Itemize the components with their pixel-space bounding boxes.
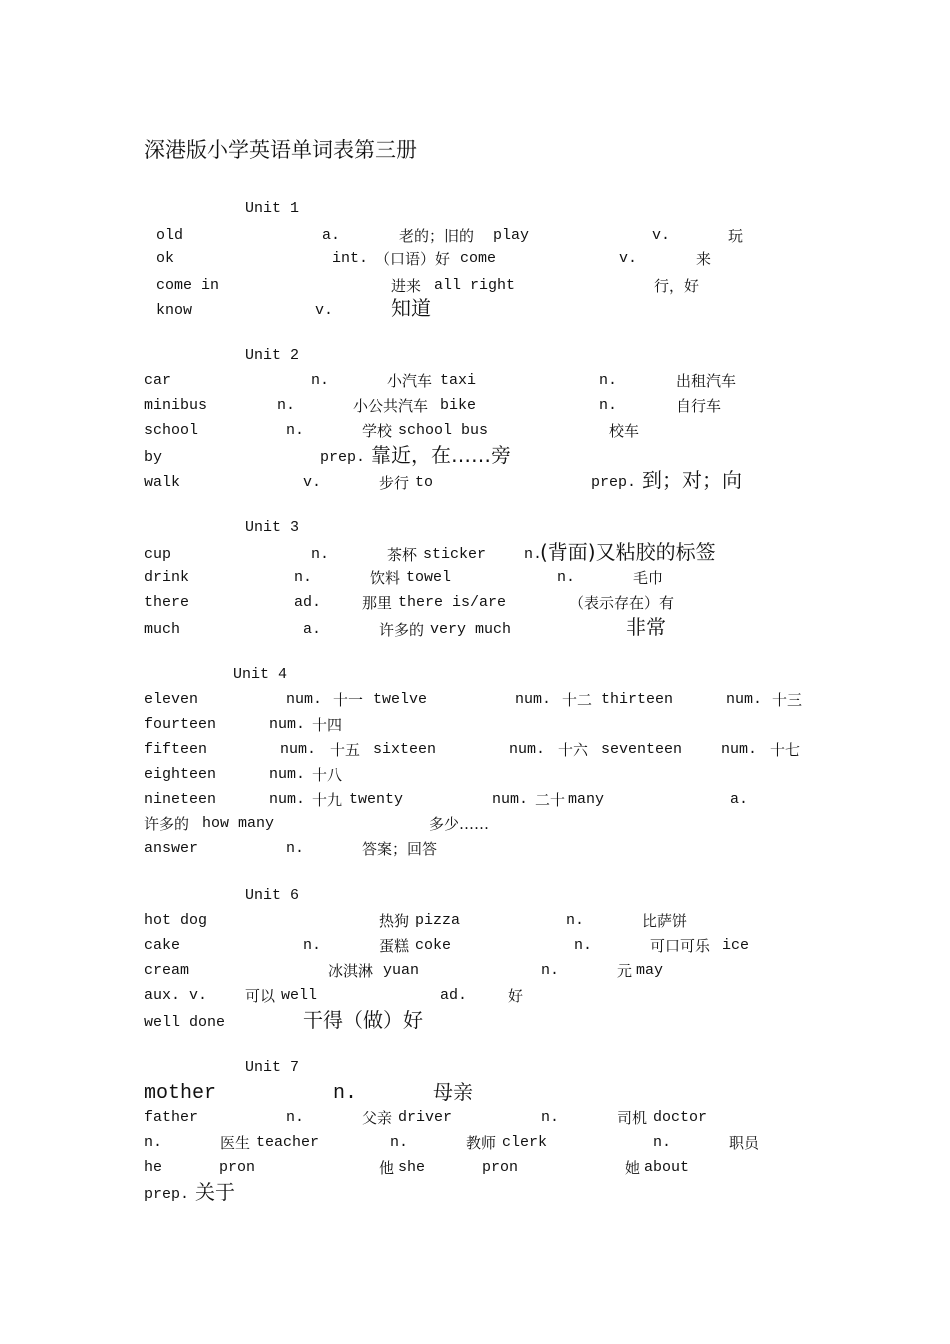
- meaning: 茶杯: [387, 546, 418, 564]
- word: cream: [144, 962, 190, 979]
- word: very much: [430, 621, 512, 638]
- part-of-speech: prep.: [144, 1186, 190, 1203]
- meaning: 非常: [626, 615, 666, 639]
- word: she: [398, 1159, 426, 1176]
- word: well done: [144, 1014, 226, 1031]
- part-of-speech: aux. v.: [144, 987, 208, 1004]
- meaning: 许多的: [379, 621, 425, 639]
- unit-heading: Unit 3: [245, 519, 300, 536]
- meaning: 十六: [558, 741, 589, 759]
- word: sticker: [423, 546, 487, 563]
- meaning: 来: [696, 250, 712, 268]
- meaning: 许多的: [144, 815, 190, 833]
- word: cake: [144, 937, 181, 954]
- part-of-speech: v.: [652, 227, 671, 244]
- word: twenty: [349, 791, 404, 808]
- word: eleven: [144, 691, 199, 708]
- word: there is/are: [398, 594, 507, 611]
- meaning: 十九: [312, 791, 343, 809]
- part-of-speech: n.: [599, 372, 618, 389]
- meaning: 小公共汽车: [353, 397, 429, 415]
- word: seventeen: [601, 741, 683, 758]
- part-of-speech: n.: [566, 912, 585, 929]
- part-of-speech: n.: [333, 1082, 358, 1105]
- word: he: [144, 1159, 163, 1176]
- meaning: 十三: [772, 691, 803, 709]
- word: hot dog: [144, 912, 208, 929]
- meaning: 职员: [729, 1134, 760, 1152]
- meaning: 多少……: [429, 815, 490, 833]
- part-of-speech: n.: [541, 1109, 560, 1126]
- word: fourteen: [144, 716, 217, 733]
- word: old: [156, 227, 184, 244]
- meaning: 自行车: [676, 397, 722, 415]
- part-of-speech: num.: [492, 791, 529, 808]
- word: many: [568, 791, 605, 808]
- meaning: 出租汽车: [676, 372, 737, 390]
- part-of-speech: num.: [280, 741, 317, 758]
- part-of-speech: n.: [277, 397, 296, 414]
- meaning: 教师: [466, 1134, 497, 1152]
- meaning: 她: [625, 1159, 641, 1177]
- word: answer: [144, 840, 199, 857]
- word: may: [636, 962, 664, 979]
- meaning: 知道: [391, 296, 431, 320]
- word: how many: [202, 815, 275, 832]
- meaning: 元: [617, 962, 633, 980]
- meaning: 二十: [535, 791, 566, 809]
- part-of-speech: a.: [322, 227, 341, 244]
- word: teacher: [256, 1134, 320, 1151]
- meaning: 十二: [562, 691, 593, 709]
- meaning: 十八: [312, 766, 343, 784]
- meaning: (背面)又粘胶的标签: [540, 540, 716, 564]
- word: ok: [156, 250, 175, 267]
- part-of-speech: n.: [286, 840, 305, 857]
- meaning: 十四: [312, 716, 343, 734]
- word: there: [144, 594, 190, 611]
- word: doctor: [653, 1109, 708, 1126]
- word: clerk: [502, 1134, 548, 1151]
- part-of-speech: n.: [390, 1134, 409, 1151]
- word: taxi: [440, 372, 477, 389]
- meaning: 可口可乐: [650, 937, 711, 955]
- word: by: [144, 449, 163, 466]
- part-of-speech: n.: [557, 569, 576, 586]
- unit-heading: Unit 1: [245, 200, 300, 217]
- meaning: 答案；回答: [362, 840, 438, 858]
- word: about: [644, 1159, 690, 1176]
- part-of-speech: pron: [219, 1159, 256, 1176]
- meaning: 比萨饼: [642, 912, 688, 930]
- word: drink: [144, 569, 190, 586]
- meaning: 老的；旧的: [399, 227, 475, 245]
- word: father: [144, 1109, 199, 1126]
- unit-heading: Unit 7: [245, 1059, 300, 1076]
- meaning: 可以: [245, 987, 276, 1005]
- meaning: 进来: [391, 277, 422, 295]
- part-of-speech: n.: [286, 1109, 305, 1126]
- word: know: [156, 302, 193, 319]
- meaning: （表示存在）有: [569, 594, 675, 612]
- part-of-speech: n.: [303, 937, 322, 954]
- unit-heading: Unit 6: [245, 887, 300, 904]
- part-of-speech: ad.: [294, 594, 322, 611]
- unit-heading: Unit 4: [233, 666, 288, 683]
- part-of-speech: num.: [509, 741, 546, 758]
- word: coke: [415, 937, 452, 954]
- part-of-speech: n.: [311, 546, 330, 563]
- part-of-speech: n.: [144, 1134, 163, 1151]
- meaning: 学校: [362, 422, 393, 440]
- part-of-speech: num.: [515, 691, 552, 708]
- word: car: [144, 372, 172, 389]
- word: cup: [144, 546, 172, 563]
- meaning: 关于: [195, 1180, 235, 1204]
- part-of-speech: n.: [574, 937, 593, 954]
- part-of-speech: int.: [332, 250, 369, 267]
- word: eighteen: [144, 766, 217, 783]
- part-of-speech: n.: [653, 1134, 672, 1151]
- part-of-speech: n.: [524, 546, 543, 563]
- word: towel: [406, 569, 452, 586]
- part-of-speech: v.: [315, 302, 334, 319]
- part-of-speech: num.: [721, 741, 758, 758]
- part-of-speech: num.: [286, 691, 323, 708]
- word: school bus: [398, 422, 489, 439]
- meaning: 父亲: [362, 1109, 393, 1127]
- part-of-speech: n.: [286, 422, 305, 439]
- word: sixteen: [373, 741, 437, 758]
- word: yuan: [383, 962, 420, 979]
- meaning: 冰淇淋: [328, 962, 374, 980]
- part-of-speech: n.: [541, 962, 560, 979]
- word: pizza: [415, 912, 461, 929]
- unit-heading: Unit 2: [245, 347, 300, 364]
- word: come in: [156, 277, 220, 294]
- word: walk: [144, 474, 181, 491]
- meaning: 好: [508, 987, 524, 1005]
- part-of-speech: num.: [269, 791, 306, 808]
- word: ice: [722, 937, 750, 954]
- meaning: 小汽车: [387, 372, 433, 390]
- word: thirteen: [601, 691, 674, 708]
- meaning: 玩: [728, 227, 744, 245]
- word: come: [460, 250, 497, 267]
- meaning: 十七: [770, 741, 801, 759]
- word: well: [281, 987, 318, 1004]
- part-of-speech: pron: [482, 1159, 519, 1176]
- word: all right: [434, 277, 516, 294]
- word: driver: [398, 1109, 453, 1126]
- word: minibus: [144, 397, 208, 414]
- word: fifteen: [144, 741, 208, 758]
- word: school: [144, 422, 199, 439]
- part-of-speech: num.: [269, 716, 306, 733]
- part-of-speech: v.: [619, 250, 638, 267]
- meaning: 步行: [379, 474, 410, 492]
- part-of-speech: num.: [726, 691, 763, 708]
- part-of-speech: a.: [730, 791, 749, 808]
- word: nineteen: [144, 791, 217, 808]
- word: twelve: [373, 691, 428, 708]
- meaning: 靠近，在……旁: [371, 443, 511, 467]
- word: to: [415, 474, 434, 491]
- part-of-speech: n.: [599, 397, 618, 414]
- meaning: 十五: [330, 741, 361, 759]
- part-of-speech: num.: [269, 766, 306, 783]
- meaning: 司机: [617, 1109, 648, 1127]
- word: much: [144, 621, 181, 638]
- word: play: [493, 227, 530, 244]
- part-of-speech: n.: [294, 569, 313, 586]
- part-of-speech: prep.: [320, 449, 366, 466]
- meaning: 那里: [362, 594, 393, 612]
- meaning: （口语）好: [375, 250, 451, 268]
- meaning: 蛋糕: [379, 937, 410, 955]
- word: mother: [144, 1082, 217, 1105]
- part-of-speech: ad.: [440, 987, 468, 1004]
- meaning: 医生: [220, 1134, 251, 1152]
- meaning: 他: [379, 1159, 395, 1177]
- meaning: 校车: [609, 422, 640, 440]
- meaning: 饮料: [370, 569, 401, 587]
- meaning: 毛巾: [633, 569, 664, 587]
- meaning: 干得（做）好: [303, 1008, 423, 1032]
- meaning: 母亲: [433, 1080, 473, 1104]
- part-of-speech: n.: [311, 372, 330, 389]
- meaning: 十一: [333, 691, 364, 709]
- page-title: 深港版小学英语单词表第三册: [144, 138, 417, 162]
- meaning: 到；对；向: [642, 468, 742, 492]
- word: bike: [440, 397, 477, 414]
- part-of-speech: v.: [303, 474, 322, 491]
- part-of-speech: prep.: [591, 474, 637, 491]
- meaning: 行，好: [654, 277, 700, 295]
- part-of-speech: a.: [303, 621, 322, 638]
- meaning: 热狗: [379, 912, 410, 930]
